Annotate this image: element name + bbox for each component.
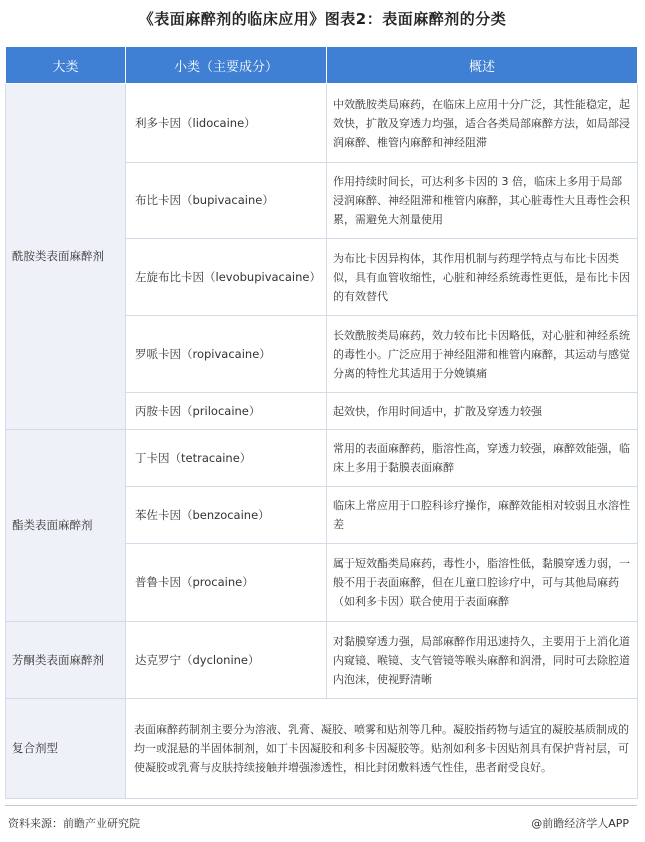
subcategory-lidocaine: 利多卡因（lidocaine） (126, 84, 327, 163)
subcategory-tetracaine: 丁卡因（tetracaine） (126, 430, 327, 487)
table-row (6, 699, 638, 799)
footer-source: 资料来源：前瞻产业研究院 (8, 817, 140, 830)
subcategory-prilocaine: 丙胺卡因（prilocaine） (126, 393, 327, 430)
overview-compound: 表面麻醉药制剂主要分为溶液、乳膏、凝胶、喷雾和贴剂等几种。凝胶指药物与适宜的凝胶基质制成的均一或混悬的半固体制剂，如丁卡因凝胶和利多卡因凝胶等。贴剂如利多卡因贴剂具有保护背衬层，可使凝胶或乳膏与皮肤持续接触并增强渗透性，相比封闭敷料透气性佳，患者耐受良好。 (126, 699, 638, 799)
subcategory-benzocaine: 苯佐卡因（benzocaine） (126, 487, 327, 544)
header-overview: 概述 (327, 47, 638, 84)
overview-dyclonine: 对黏膜穿透力强，局部麻醉作用迅速持久，主要用于上消化道内窥镜、喉镜、支气管镜等喉头麻醉和润滑，同时可去除腔道内泡沫，使视野清晰 (327, 622, 638, 699)
category-amide: 酰胺类表面麻醉剂 (6, 84, 126, 430)
classification-table (5, 46, 638, 799)
category-aromatic-ketone: 芳酮类表面麻醉剂 (6, 622, 126, 699)
table-row (6, 622, 638, 699)
overview-bupivacaine: 作用持续时间长，可达利多卡因的 3 倍，临床上多用于局部浸润麻醉、神经阻滞和椎管内麻醉，其心脏毒性大且毒性会积累，需避免大剂量使用 (327, 163, 638, 239)
subcategory-ropivacaine: 罗哌卡因（ropivacaine） (126, 316, 327, 393)
footer-divider (5, 805, 637, 806)
overview-procaine: 属于短效酯类局麻药，毒性小，脂溶性低，黏膜穿透力弱，一般不用于表面麻醉，但在儿童口腔诊疗中，可与其他局麻药（如利多卡因）联合使用于表面麻醉 (327, 544, 638, 622)
overview-ropivacaine: 长效酰胺类局麻药，效力较布比卡因略低，对心脏和神经系统的毒性小。广泛应用于神经阻滞和椎管内麻醉，其运动与感觉分离的特性尤其适用于分娩镇痛 (327, 316, 638, 393)
header-subcategory: 小类（主要成分） (126, 47, 327, 84)
category-ester: 酯类表面麻醉剂 (6, 430, 126, 622)
overview-lidocaine: 中效酰胺类局麻药，在临床上应用十分广泛，其性能稳定，起效快，扩散及穿透力均强，适合各类局部麻醉方法，如局部浸润麻醉、椎管内麻醉和神经阻滞 (327, 84, 638, 163)
page-title: 《表面麻醉剂的临床应用》图表2：表面麻醉剂的分类 (138, 10, 507, 28)
overview-tetracaine: 常用的表面麻醉药，脂溶性高，穿透力较强，麻醉效能强，临床上多用于黏膜表面麻醉 (327, 430, 638, 487)
table-row (6, 430, 638, 487)
subcategory-bupivacaine: 布比卡因（bupivacaine） (126, 163, 327, 239)
overview-prilocaine: 起效快，作用时间适中，扩散及穿透力较强 (327, 393, 638, 430)
overview-benzocaine: 临床上常应用于口腔科诊疗操作，麻醉效能相对较弱且水溶性差 (327, 487, 638, 544)
footer-brand: @前瞻经济学人APP (531, 817, 629, 830)
header-category: 大类 (6, 47, 126, 84)
table-row (6, 84, 638, 163)
category-compound: 复合剂型 (6, 699, 126, 799)
table-header-row (6, 47, 638, 84)
subcategory-procaine: 普鲁卡因（procaine） (126, 544, 327, 622)
overview-levobupivacaine: 为布比卡因异构体，其作用机制与药理学特点与布比卡因类似，具有血管收缩性，心脏和神经系统毒性更低，是布比卡因的有效替代 (327, 239, 638, 316)
subcategory-dyclonine: 达克罗宁（dyclonine） (126, 622, 327, 699)
subcategory-levobupivacaine: 左旋布比卡因（levobupivacaine） (126, 239, 327, 316)
